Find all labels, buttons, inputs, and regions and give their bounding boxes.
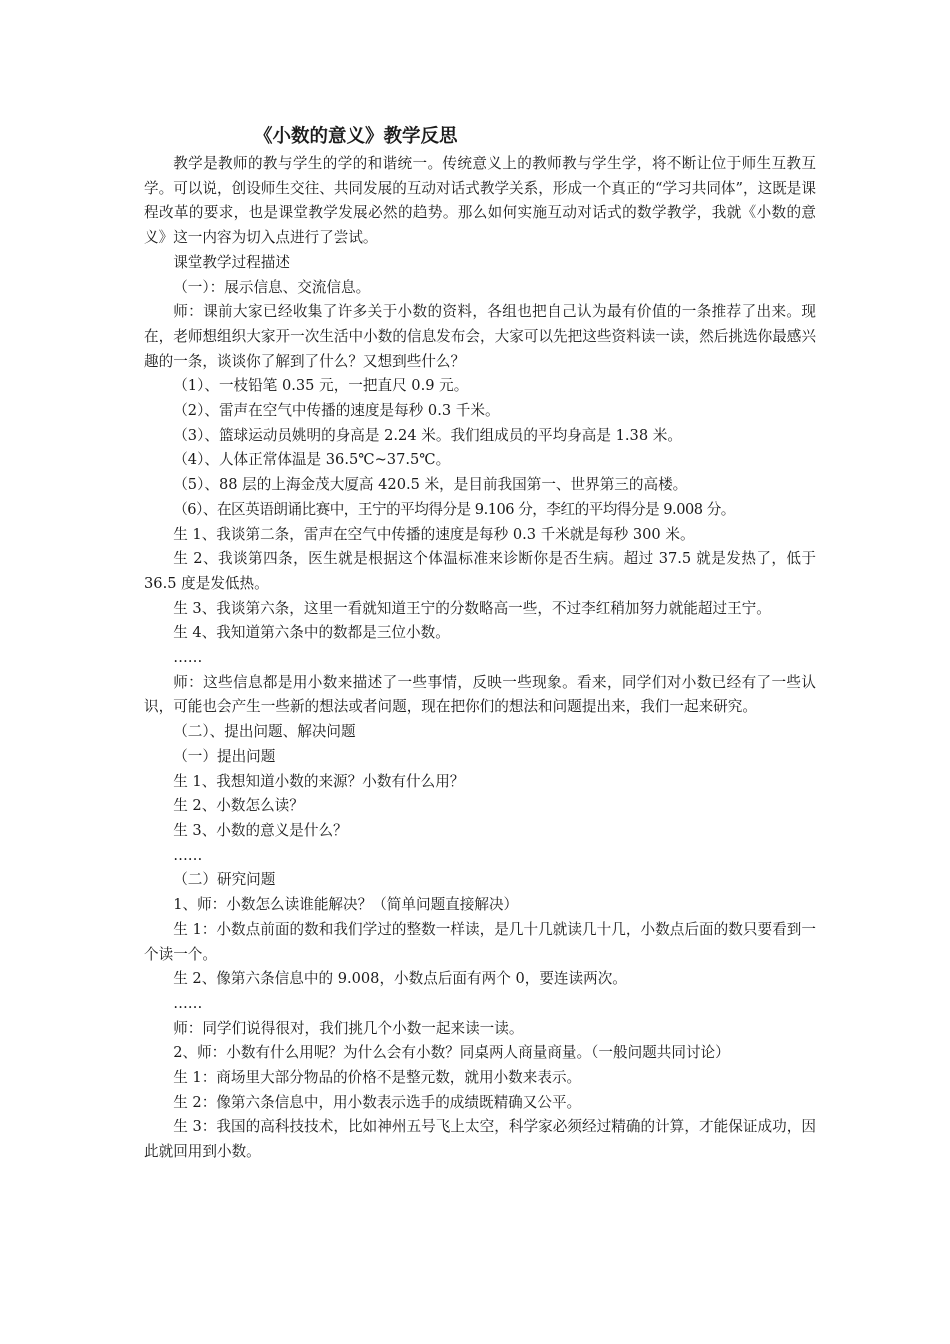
paragraph: 生 2：像第六条信息中，用小数表示选手的成绩既精确又公平。: [173, 1093, 582, 1111]
paragraph: ……: [173, 994, 203, 1012]
paragraph: 2、师：小数有什么用呢？为什么会有小数？同桌两人商量商量。（一般问题共同讨论）: [173, 1044, 730, 1062]
paragraph: ……: [173, 846, 203, 864]
paragraph: 课堂教学过程描述: [173, 253, 290, 271]
document-page: [144, 122, 816, 1165]
paragraph: （3）、篮球运动员姚明的身高是 2.24 米。我们组成员的平均身高是 1.38 米。: [173, 426, 682, 444]
paragraph: 教学是教师的教与学生的学的和谐统一。传统意义上的教师教与学生学，将不断让位于师生互教互学。可以说，创设师生交往、共同发展的互动对话式教学关系，形成一个真正的“学习共同体”，这既是课程改革的要求，也是课堂教学发展必然的趋势。那么如何实施互动对话式的数学教学，我就《小数的意义》这一内容为切入点进行了尝试。: [144, 155, 816, 247]
paragraph: 生 3：我国的高科技技术，比如神州五号飞上太空，科学家必须经过精确的计算，才能保证成功，因此就回用到小数。: [144, 1118, 816, 1161]
paragraph: 生 1、我谈第二条，雷声在空气中传播的速度是每秒 0.3 千米就是每秒 300 米。: [173, 525, 695, 543]
paragraph: 生 1：商场里大部分物品的价格不是整元数，就用小数来表示。: [173, 1069, 582, 1087]
paragraph: 生 1、我想知道小数的来源？小数有什么用？: [173, 772, 465, 790]
paragraph: 生 2、我谈第四条，医生就是根据这个体温标准来诊断你是否生病。超过 37.5 就是发热了，低于 36.5 度是发低热。: [144, 550, 816, 592]
paragraph: （2）、雷声在空气中传播的速度是每秒 0.3 千米。: [173, 402, 500, 420]
paragraph: （4）、人体正常体温是 36.5℃~37.5℃。: [173, 451, 451, 469]
paragraph: 生 3、我谈第六条，这里一看就知道王宁的分数略高一些，不过李红稍加努力就能超过王宁。: [173, 599, 771, 617]
paragraph: （二）、提出问题、解决问题: [173, 723, 356, 741]
paragraph: 生 3、小数的意义是什么？: [173, 821, 348, 839]
paragraph: 生 2、像第六条信息中的 9.008，小数点后面有两个 0，要连读两次。: [173, 970, 627, 988]
paragraph: （5）、88 层的上海金茂大厦高 420.5 米，是目前我国第一、世界第三的高楼。: [173, 476, 688, 494]
paragraph: （一）提出问题: [173, 747, 276, 765]
paragraph: 生 1：小数点前面的数和我们学过的整数一样读，是几十几就读几十几，小数点后面的数只要看到一个读一个。: [144, 920, 816, 963]
paragraph: 1、师：小数怎么读谁能解决？（简单问题直接解决）: [173, 896, 519, 914]
paragraph: 师：同学们说得很对，我们挑几个小数一起来读一读。: [173, 1019, 524, 1037]
paragraph: 生 2、小数怎么读？: [173, 797, 304, 815]
paragraph: 师：课前大家已经收集了许多关于小数的资料，各组也把自己认为最有价值的一条推荐了出来。现在，老师想组织大家开一次生活中小数的信息发布会，大家可以先把这些资料读一读，然后挑选你最感兴趣的一条，谈谈你了解到了什么？又想到些什么？: [144, 303, 816, 370]
paragraph: （二）研究问题: [173, 871, 276, 889]
paragraph: 师：这些信息都是用小数来描述了一些事情，反映一些现象。看来，同学们对小数已经有了一些认识，可能也会产生一些新的想法或者问题，现在把你们的想法和问题提出来，我们一起来研究。: [144, 673, 816, 716]
paragraph: ……: [173, 649, 203, 667]
paragraph: （1）、一枝铅笔 0.35 元，一把直尺 0.9 元。: [173, 377, 469, 395]
paragraph: 生 4、我知道第六条中的数都是三位小数。: [173, 624, 450, 642]
paragraph: （6）、在区英语朗诵比赛中，王宁的平均得分是 9.106 分，李红的平均得分是 9.008 分。: [173, 500, 735, 518]
document-title: 《小数的意义》教学反思: [254, 126, 458, 147]
paragraph: （一）：展示信息、交流信息。: [173, 278, 371, 296]
